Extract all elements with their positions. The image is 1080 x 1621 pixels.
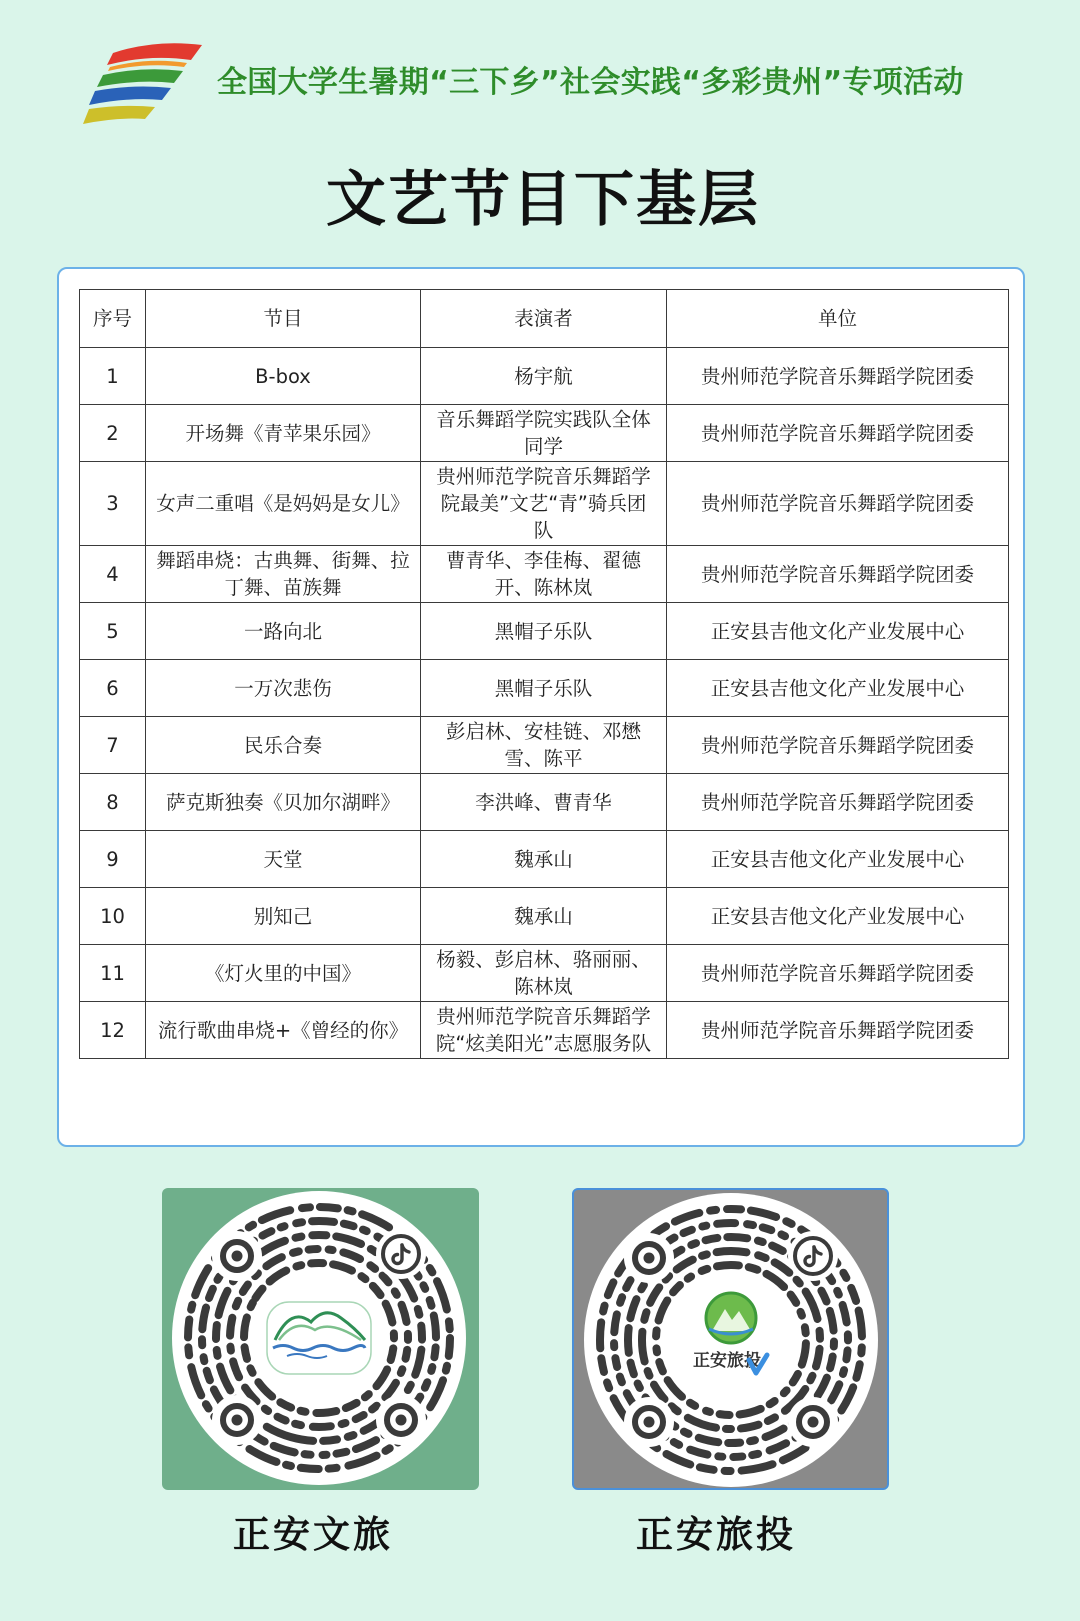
table-row — [80, 1002, 1009, 1059]
table-header-row — [80, 290, 1009, 348]
cell-program: 别知己 — [146, 888, 421, 945]
qr-label-lvtou: 正安旅投 — [636, 1513, 796, 1556]
cell-performer: 彭启林、安桂链、邓懋雪、陈平 — [421, 717, 667, 774]
cell-unit: 贵州师范学院音乐舞蹈学院团委 — [667, 945, 1009, 1002]
qr-label-wenlv: 正安文旅 — [233, 1513, 393, 1556]
logo-blue-stripe — [89, 87, 171, 105]
cell-performer: 李洪峰、曹青华 — [421, 774, 667, 831]
cell-performer: 黑帽子乐队 — [421, 660, 667, 717]
table-row — [80, 348, 1009, 405]
qr-card-lvtou — [572, 1188, 889, 1490]
cell-program: 一路向北 — [146, 603, 421, 660]
cell-program: 舞蹈串烧：古典舞、街舞、拉丁舞、苗族舞 — [146, 546, 421, 603]
cell-unit: 正安县吉他文化产业发展中心 — [667, 831, 1009, 888]
cell-performer: 音乐舞蹈学院实践队全体同学 — [421, 405, 667, 462]
cell-unit: 贵州师范学院音乐舞蹈学院团委 — [667, 546, 1009, 603]
column-header-unit: 单位 — [667, 290, 1009, 348]
table-header — [80, 290, 1009, 348]
column-header-performer: 表演者 — [421, 290, 667, 348]
page-title: 文艺节目下基层 — [326, 165, 760, 235]
douyin-icon — [383, 1236, 419, 1272]
table-row — [80, 546, 1009, 603]
douyin-code-wenlv — [169, 1188, 469, 1488]
cell-program: 民乐合奏 — [146, 717, 421, 774]
cell-no: 9 — [80, 831, 146, 888]
table-row — [80, 603, 1009, 660]
cell-unit: 正安县吉他文化产业发展中心 — [667, 888, 1009, 945]
cell-no: 4 — [80, 546, 146, 603]
cell-performer: 曹青华、李佳梅、翟德开、陈林岚 — [421, 546, 667, 603]
cell-unit: 正安县吉他文化产业发展中心 — [667, 660, 1009, 717]
cell-no: 2 — [80, 405, 146, 462]
column-header-program: 节目 — [146, 290, 421, 348]
cell-program: 开场舞《青苹果乐园》 — [146, 405, 421, 462]
logo-green-stripe — [97, 69, 183, 87]
douyin-icon — [795, 1238, 831, 1274]
qr-card-wenlv — [162, 1188, 479, 1490]
cell-no: 8 — [80, 774, 146, 831]
table-row — [80, 405, 1009, 462]
cell-unit: 贵州师范学院音乐舞蹈学院团委 — [667, 774, 1009, 831]
table-row — [80, 774, 1009, 831]
cell-unit: 贵州师范学院音乐舞蹈学院团委 — [667, 462, 1009, 546]
cell-program: 一万次悲伤 — [146, 660, 421, 717]
activity-slogan: 全国大学生暑期“三下乡”社会实践“多彩贵州”专项活动 — [217, 65, 964, 100]
table-row — [80, 945, 1009, 1002]
cell-unit: 贵州师范学院音乐舞蹈学院团委 — [667, 1002, 1009, 1059]
cell-performer: 魏承山 — [421, 888, 667, 945]
cell-no: 5 — [80, 603, 146, 660]
rainbow-flag-logo — [83, 41, 203, 125]
cell-program: 萨克斯独奏《贝加尔湖畔》 — [146, 774, 421, 831]
cell-unit: 正安县吉他文化产业发展中心 — [667, 603, 1009, 660]
douyin-code-lvtou — [581, 1190, 881, 1490]
cell-no: 7 — [80, 717, 146, 774]
table-row — [80, 660, 1009, 717]
table-row — [80, 831, 1009, 888]
table-row — [80, 888, 1009, 945]
cell-program: 天堂 — [146, 831, 421, 888]
cell-performer: 杨毅、彭启林、骆丽丽、陈林岚 — [421, 945, 667, 1002]
cell-program: B-box — [146, 348, 421, 405]
code-pattern — [169, 1188, 469, 1488]
cell-unit: 贵州师范学院音乐舞蹈学院团委 — [667, 717, 1009, 774]
cell-performer: 黑帽子乐队 — [421, 603, 667, 660]
cell-performer: 贵州师范学院音乐舞蹈学院最美”文艺“青”骑兵团队 — [421, 462, 667, 546]
cell-no: 1 — [80, 348, 146, 405]
cell-no: 11 — [80, 945, 146, 1002]
cell-performer: 贵州师范学院音乐舞蹈学院“炫美阳光”志愿服务队 — [421, 1002, 667, 1059]
logo-yellow-stripe — [83, 106, 155, 124]
cell-no: 12 — [80, 1002, 146, 1059]
table-row — [80, 717, 1009, 774]
logo-text: 正安旅投 — [693, 1351, 761, 1371]
cell-no: 6 — [80, 660, 146, 717]
column-header-no: 序号 — [80, 290, 146, 348]
program-table-body — [80, 348, 1009, 1059]
cell-unit: 贵州师范学院音乐舞蹈学院团委 — [667, 405, 1009, 462]
cell-unit: 贵州师范学院音乐舞蹈学院团委 — [667, 348, 1009, 405]
cell-performer: 杨宇航 — [421, 348, 667, 405]
cell-performer: 魏承山 — [421, 831, 667, 888]
cell-no: 3 — [80, 462, 146, 546]
cell-no: 10 — [80, 888, 146, 945]
cell-program: 流行歌曲串烧+《曾经的你》 — [146, 1002, 421, 1059]
program-table — [79, 289, 1009, 1059]
cell-program: 女声二重唱《是妈妈是女儿》 — [146, 462, 421, 546]
cell-program: 《灯火里的中国》 — [146, 945, 421, 1002]
table-row — [80, 462, 1009, 546]
